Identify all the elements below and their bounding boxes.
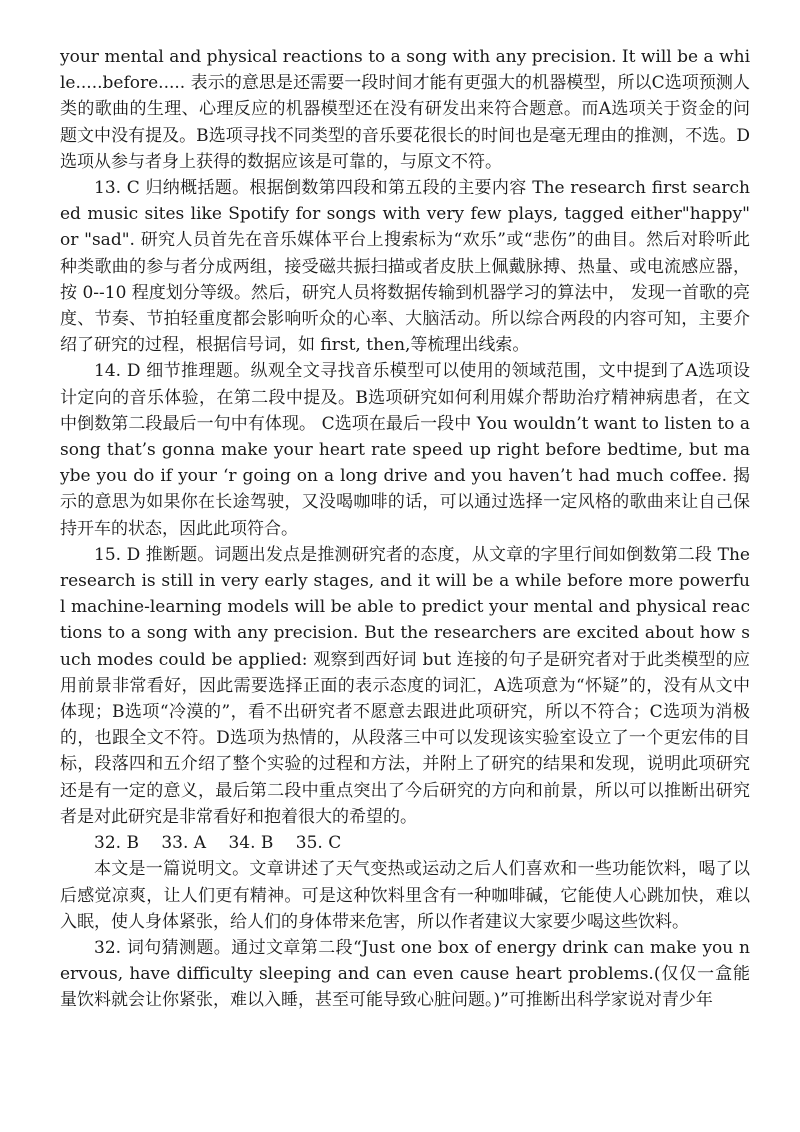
paragraph-passage-summary: 本文是一篇说明文。文章讲述了天气变热或运动之后人们喜欢和一些功能饮料，喝了以后感觉凉爽，让人们更有精神。可是这种饮料里含有一种咖啡碱，它能使人心跳加快，难以入眠，使人身体紧张，给人们的身体带来危害，所以作者建议大家要少喝这些饮料。 [60, 859, 750, 932]
paragraph-question-14: 14. D 细节推理题。纵观全文寻找音乐模型可以使用的领域范围，文中提到了A选项设计定向的音乐体验，在第二段中提及。B选项研究如何利用媒介帮助治疗精神病患者，在文中倒数第二段最后一句中有体现。 C选项在最后一段中 You wouldn’t want to listen to a song that’s gonna make your heart rate speed up right before bedtime, but maybe you do if your ‘r going on a long drive and you haven’t had much coffee. 揭示的意思为如果你在长途驾驶，又没喝咖啡的话，可以通过选择一定风格的歌曲来让自己保持开车的状态，因此此项符合。 [60, 361, 750, 539]
paragraph-question-32: 32. 词句猜测题。通过文章第二段“Just one box of energy drink can make you nervous, have difficulty sleeping and can even cause heart problems.(仅仅一盒能量饮料就会让你紧张，难以入睡，甚至可能导致心脏问题。)”可推断出科学家说对青少年 [60, 937, 750, 1011]
paragraph-question-15: 15. D 推断题。词题出发点是推测研究者的态度，从文章的字里行间如倒数第二段 The research is still in very early stages, and it will be a while before more powerful machine-learning models will be able to predict your mental and physical reactions to a song with any precision. But the researchers are excited about how such modes could be applied: 观察到西好词 but 连接的句子是研究者对于此类模型的应用前景非常看好，因此需要选择正面的表示态度的词汇，A选项意为“怀疑”的，没有从文中体现；B选项“冷漠的”，看不出研究者不愿意去跟进此项研究，所以不符合；C选项为消极的，也跟全文不符。D选项为热情的，从段落三中可以发现该实验室设立了一个更宏伟的目标，段落四和五介绍了整个实验的过程和方法，并附上了研究的结果和发现，说明此项研究还是有一定的意义，最后第二段中重点突出了今后研究的方向和前景，所以可以推断出研究者是对此研究是非常看好和抱着很大的希望的。 [60, 544, 750, 827]
answer-key-32-35: 32. B 33. A 34. B 35. C [94, 833, 342, 854]
paragraph-question-13: 13. C 归纳概括题。根据倒数第四段和第五段的主要内容 The research first searched music sites like Spotify for songs with very few plays, tagged either"happy" or "sad". 研究人员首先在音乐媒体平台上搜索标为“欢乐”或“悲伤”的曲目。然后对聆听此种类歌曲的参与者分成两组，接受磁共振扫描或者皮肤上佩戴脉搏、热量、或电流感应器，按 0--10 程度划分等级。然后，研究人员将数据传输到机器学习的算法中， 发现一首歌的亮度、节奏、节拍轻重度都会影响听众的心率、大脑活动。所以综合两段的内容可知，主要介绍了研究的过程，根据信号词，如 first, then,等梳理出线索。 [60, 178, 750, 356]
paragraph-answer-explanation-continued: your mental and physical reactions to a song with any precision. It will be a while.....before..... 表示的意思是还需要一段时间才能有更强大的机器模型，所以C选项预测人类的歌曲的生理、心理反应的机器模型还在没有研发出来符合题意。而A选项关于资金的问题文中没有提及。B选项寻找不同类型的音乐要花很长的时间也是毫无理由的推测，不选。D选项从参与者身上获得的数据应该是可靠的，与原文不符。 [60, 47, 750, 172]
